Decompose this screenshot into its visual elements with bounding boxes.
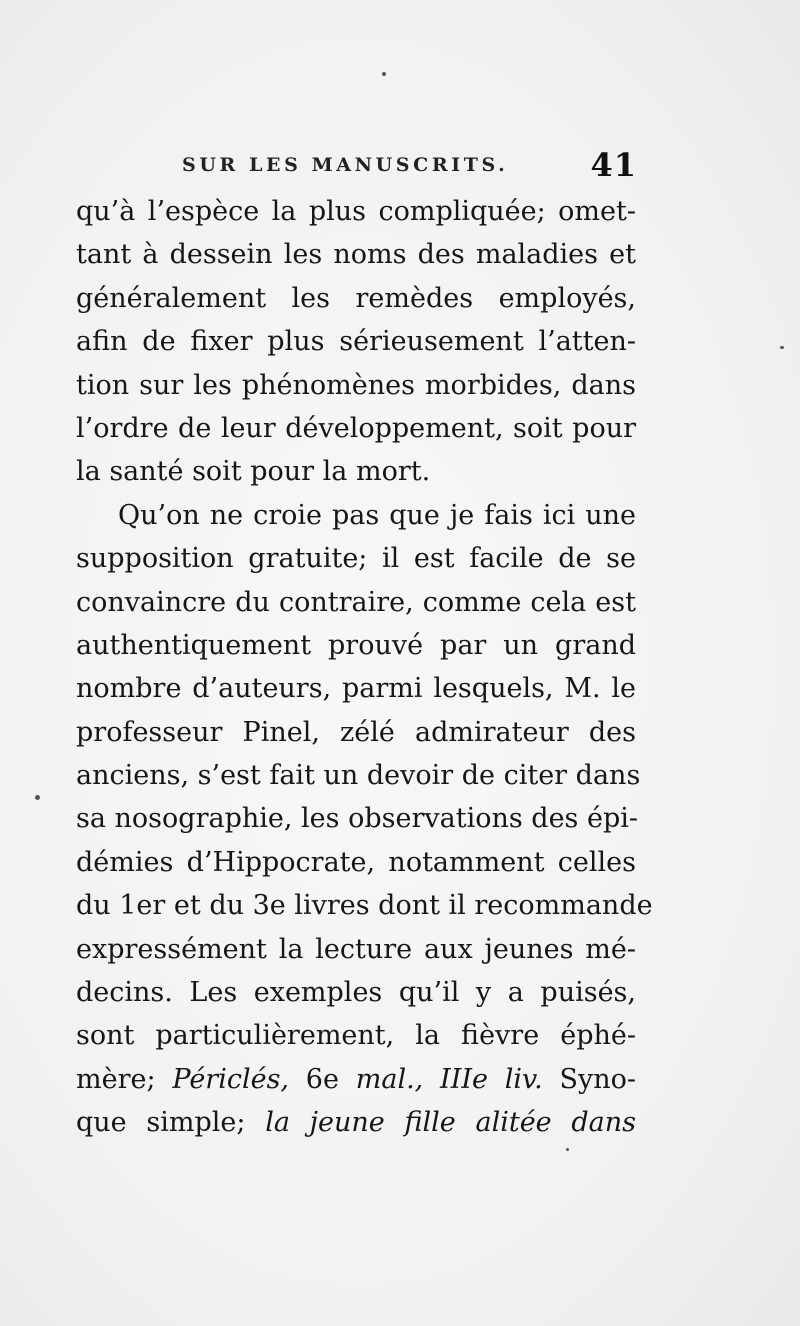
italic-reference: mal., IIIe liv. [355, 1063, 543, 1095]
text-line-14: anciens, s’est fait un devoir de citer dans [76, 760, 641, 792]
text-line-20: sont particulièrement, la fièvre éphé- [76, 1020, 636, 1052]
italic-name: Périclés, [172, 1063, 306, 1095]
text-line-4: afin de fixer plus sérieusement l’atten- [76, 326, 636, 358]
text-line-11: authentiquement prouvé par un grand [76, 629, 636, 661]
text-line-18: expressément la lecture aux jeunes mé- [76, 933, 636, 965]
text-span: que simple; [76, 1107, 266, 1139]
italic-phrase: la jeune fille alitée dans [265, 1107, 637, 1139]
text-span: Syno- [542, 1063, 637, 1095]
text-line-19: decins. Les exemples qu’il y a puisés, [76, 977, 636, 1009]
text-line-7: la santé soit pour la mort. [76, 456, 431, 488]
text-line-15: sa nosographie, les observations des épi- [76, 803, 639, 835]
text-line-13: professeur Pinel, zélé admirateur des [76, 716, 636, 748]
page-header [182, 146, 637, 186]
running-head: SUR LES MANUSCRITS. [182, 154, 509, 176]
text-line-8: Qu’on ne croie pas que je fais ici une [118, 499, 636, 531]
text-line-17: du 1er et du 3e livres dont il recommande [76, 890, 653, 922]
text-line-9: supposition gratuite; il est facile de se [76, 543, 636, 575]
text-line-6: l’ordre de leur développement, soit pour [76, 412, 636, 444]
text-line-12: nombre d’auteurs, parmi lesquels, M. le [76, 673, 636, 705]
body-text [76, 190, 653, 1145]
text-line-1: qu’à l’espèce la plus compliquée; omet- [76, 196, 636, 227]
text-line-21 [76, 1058, 636, 1101]
text-line-10: convaincre du contraire, comme cela est [76, 586, 636, 618]
text-span: mère; [76, 1063, 173, 1095]
text-span: 6e [305, 1063, 356, 1095]
speck [382, 72, 386, 76]
text-line-16: démies d’Hippocrate, notamment celles [76, 846, 636, 878]
text-line-5: tion sur les phénomènes morbides, dans [76, 369, 636, 401]
speck [780, 346, 784, 349]
speck [566, 1148, 569, 1151]
text-line-2: tant à dessein les noms des maladies et [76, 239, 636, 271]
speck [35, 795, 40, 800]
page-number: 41 [590, 146, 637, 184]
text-line-3: généralement les remèdes employés, [76, 282, 636, 314]
text-line-22 [76, 1101, 636, 1144]
